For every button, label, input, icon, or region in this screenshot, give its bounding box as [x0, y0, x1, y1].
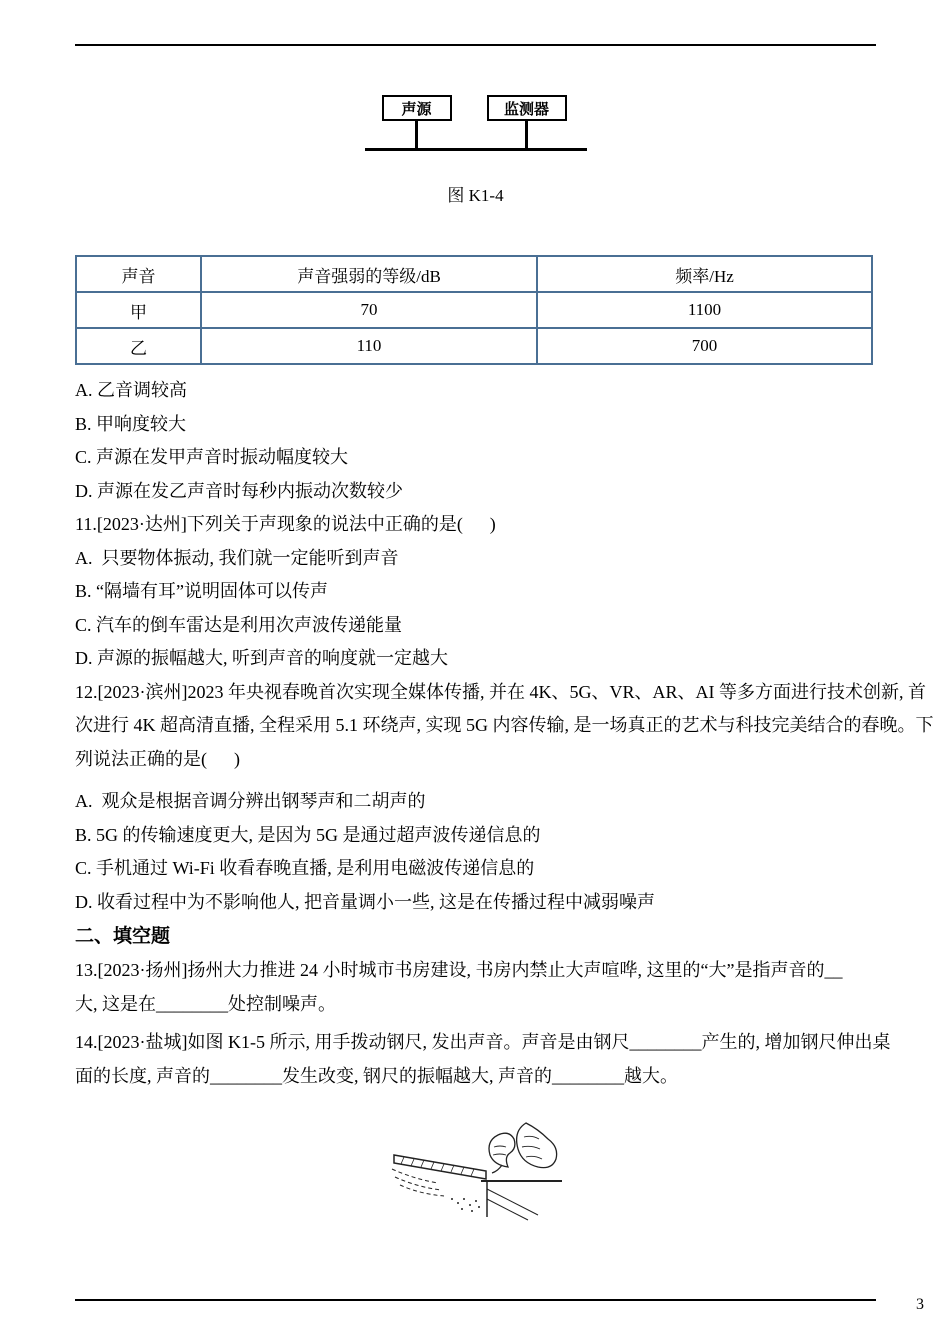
- monitor-box: [487, 95, 567, 121]
- q12-stem-line-1: 12.[2023·滨州]2023 年央视春晚首次实现全媒体传播, 并在 4K、5G、VR、AR、AI 等多方面进行技术创新, 首: [75, 681, 926, 702]
- table-row: [76, 292, 872, 328]
- q10-option-c: C. 声源在发甲声音时振动幅度较大: [75, 447, 349, 467]
- figure-k1-4-diagram: [365, 95, 587, 151]
- q14-line-2: 面的长度, 声音的________发生改变, 钢尺的振幅越大, 声音的________越大。: [75, 1065, 678, 1086]
- question-10-options: [75, 374, 876, 508]
- q10-option-a: A. 乙音调较高: [75, 380, 187, 400]
- cell-level-yi: 110: [201, 328, 537, 364]
- question-14: [75, 1026, 891, 1093]
- q11-option-b: B. “隔墙有耳”说明固体可以传声: [75, 581, 328, 601]
- q11-stem: 11.[2023·达州]下列关于声现象的说法中正确的是( ): [75, 514, 496, 534]
- q11-option-c: C. 汽车的倒车雷达是利用次声波传递能量: [75, 614, 403, 635]
- table-header-row: [76, 256, 872, 292]
- col-header-sound: 声音: [76, 256, 201, 292]
- sound-data-table: [75, 255, 873, 365]
- q12-option-a: A. 观众是根据音调分辨出钢琴声和二胡声的: [75, 791, 426, 811]
- q12-option-d: D. 收看过程中为不影响他人, 把音量调小一些, 这是在传播过程中减弱噪声: [75, 891, 655, 912]
- q11-option-a: A. 只要物体振动, 我们就一定能听到声音: [75, 547, 399, 568]
- sound-source-box: [382, 95, 452, 121]
- question-12-options: [75, 785, 876, 919]
- question-11: [75, 508, 876, 676]
- figure-k1-5: [75, 1103, 876, 1223]
- page-number: 3: [916, 1296, 924, 1313]
- question-12: [75, 676, 934, 920]
- q10-option-d: D. 声源在发乙声音时每秒内振动次数较少: [75, 480, 403, 501]
- q12-option-b: B. 5G 的传输速度更大, 是因为 5G 是通过超声波传递信息的: [75, 824, 541, 845]
- cell-sound-yi: 乙: [76, 328, 201, 364]
- cell-frequency-jia: 1100: [537, 292, 872, 328]
- section-2-title: 二、填空题: [75, 926, 171, 947]
- ruler-experiment-figure: [386, 1103, 566, 1223]
- monitor-stand: [525, 121, 528, 148]
- q14-line-1: 14.[2023·盐城]如图 K1-5 所示, 用手拨动钢尺, 发出声音。声音是由钢尺________产生的, 增加钢尺伸出桌: [75, 1032, 891, 1052]
- q12-option-c: C. 手机通过 Wi-Fi 收看春晚直播, 是利用电磁波传递信息的: [75, 858, 535, 878]
- figure-baseline: [365, 148, 587, 151]
- q12-stem-line-2: 次进行 4K 超高清直播, 全程采用 5.1 环绕声, 实现 5G 内容传输, 是一场真正的艺术与科技完美结合的春晚。下: [75, 715, 934, 735]
- col-header-level: 声音强弱的等级/dB: [201, 256, 537, 292]
- col-header-frequency: 频率/Hz: [537, 256, 872, 292]
- q10-option-b: B. 甲响度较大: [75, 413, 187, 434]
- cell-level-jia: 70: [201, 292, 537, 328]
- q12-stem-line-3: 列说法正确的是( ): [75, 748, 240, 769]
- table-row: [76, 328, 872, 364]
- figure-k1-4: [75, 95, 876, 206]
- page-content: [75, 45, 934, 1223]
- sound-source-stand: [415, 121, 418, 148]
- q13-line-2: 大, 这是在________处控制噪声。: [75, 993, 336, 1014]
- q11-option-d: D. 声源的振幅越大, 听到声音的响度就一定越大: [75, 648, 448, 668]
- q13-line-1: 13.[2023·扬州]扬州大力推进 24 小时城市书房建设, 书房内禁止大声喧哗, 这里的“大”是指声音的__: [75, 960, 843, 980]
- monitor-label: 监测器: [503, 100, 549, 118]
- cell-frequency-yi: 700: [537, 328, 872, 364]
- question-13: [75, 954, 876, 1021]
- bottom-rule: [75, 1299, 876, 1301]
- figure-k1-4-caption: 图 K1-4: [447, 186, 504, 205]
- sound-source-label: 声源: [401, 100, 432, 118]
- cell-sound-jia: 甲: [76, 292, 201, 328]
